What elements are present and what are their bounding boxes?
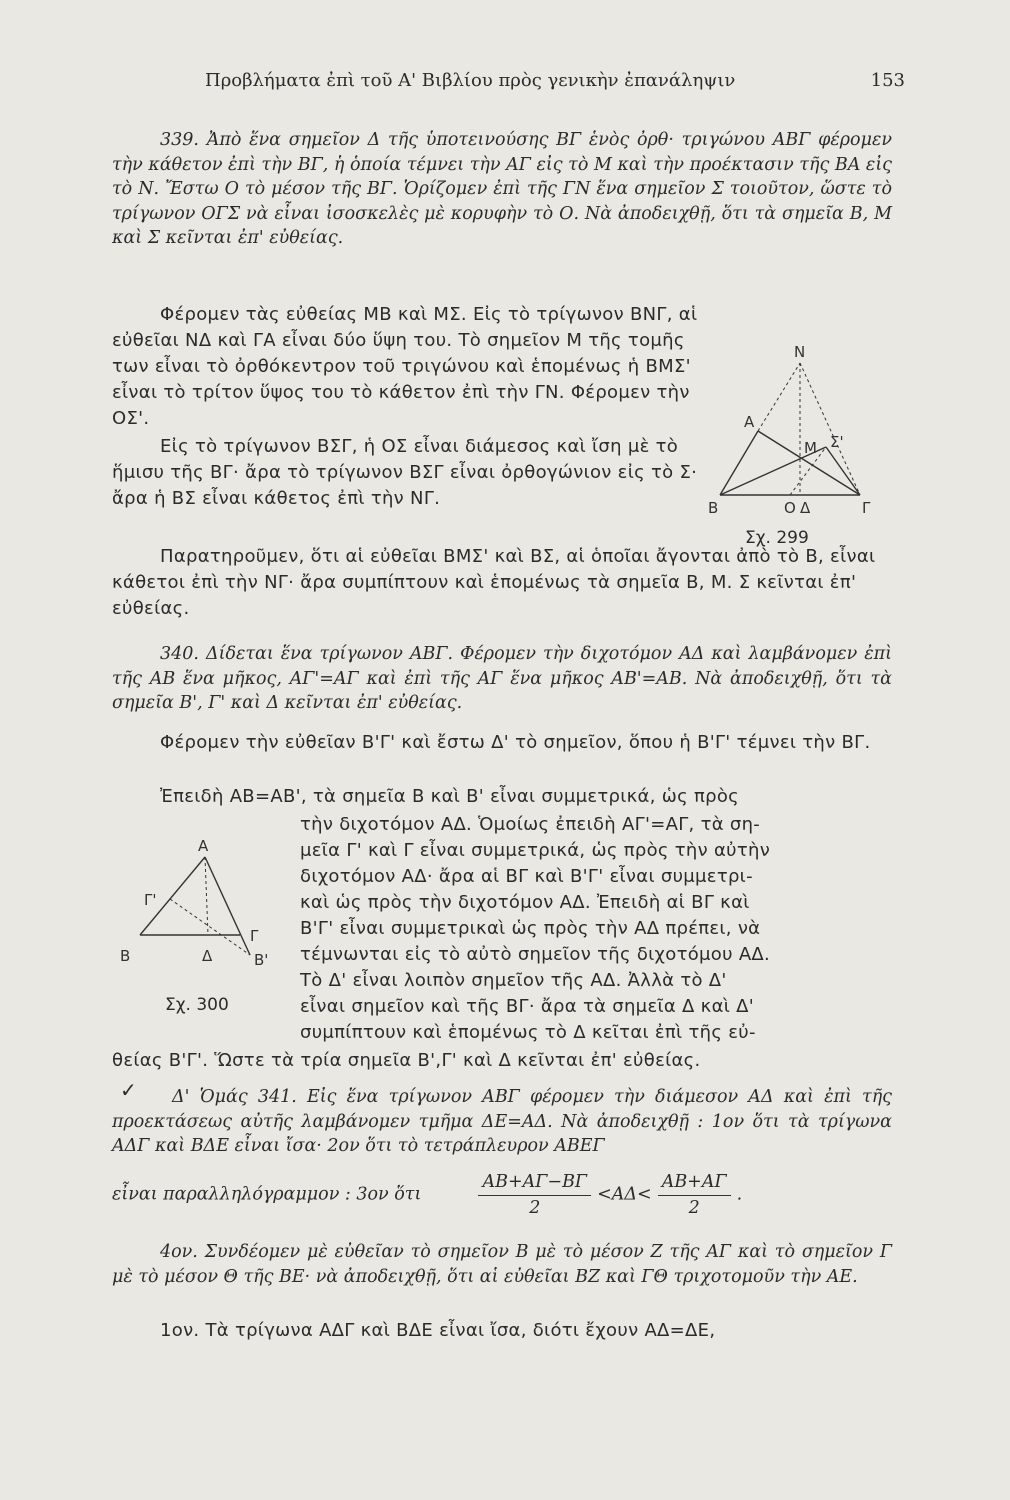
fig299-label-S: Σ' [830, 433, 844, 451]
line: τὴν διχοτόμον ΑΔ. Ὁμοίως ἐπειδὴ ΑΓ'=ΑΓ, τὰ ση- [300, 814, 761, 835]
fig300-label-A: Α [198, 837, 209, 855]
fig299-line-BA [720, 431, 758, 495]
problem-340-solution-2-top: Ἐπειδὴ ΑΒ=ΑΒ', τὰ σημεῖα Β καὶ Β' εἶναι συμμετρικά, ὡς πρὸς [160, 786, 740, 807]
line: διχοτόμον ΑΔ· ἄρα αἱ ΒΓ καὶ Β'Γ' εἶναι συμμετρι- [300, 866, 753, 887]
line: Β'Γ' εἶναι συμμετρικαὶ ὡς πρὸς τὴν ΑΔ πρέπει, νὰ [300, 918, 761, 939]
fig299-line-SG [826, 447, 860, 495]
fig299-label-A: Α [744, 413, 755, 431]
problem-339-number: 339. [160, 130, 199, 150]
problem-341-inequality: εἶναι παραλληλόγραμμον : 3ον ὅτι $\frac{AB+A\Gamma-B\Gamma}{2}$ <ΑΔ< $\frac{AB+A\Gamma}{2}$ . [112, 1170, 892, 1220]
problem-339-solution-2: Εἰς τὸ τρίγωνον ΒΣΓ, ἡ ΟΣ εἶναι διάμεσος καὶ ἴση μὲ τὸ ἥμισυ τῆς ΒΓ· ἄρα τὸ τρίγωνον ΒΣΓ εἶναι ὀρθογώνιον εἰς τὸ Σ· ἄρα ἡ ΒΣ εἶναι κάθετος ἐπὶ τὴν ΝΓ. [112, 436, 698, 509]
line: τέμνωνται εἰς τὸ αὐτὸ σημεῖον τῆς διχοτόμου ΑΔ. [300, 944, 771, 965]
group-label: Δ' Ὁμάς [172, 1087, 248, 1107]
line: καὶ ὡς πρὸς τὴν διχοτόμον ΑΔ. Ἐπειδὴ αἱ ΒΓ καὶ [300, 892, 750, 913]
fraction-1: $\frac{AB+A\Gamma-B\Gamma}{2}$ [478, 1170, 591, 1220]
fig299-label-N: Ν [794, 343, 806, 361]
inequality-middle: <ΑΔ< [597, 1184, 652, 1205]
figure-300 [110, 835, 280, 985]
fig300-line-AB1 [205, 857, 250, 955]
fig299-line-NG [800, 363, 860, 495]
fig299-label-B: Β [708, 499, 719, 517]
fig299-label-M: Μ [804, 439, 817, 457]
fig300-label-G1: Γ' [144, 891, 157, 909]
problem-340-solution-1: Φέρομεν τὴν εὐθεῖαν Β'Γ' καὶ ἔστω Δ' τὸ σημεῖον, ὅπου ἡ Β'Γ' τέμνει τὴν ΒΓ. [160, 732, 871, 753]
line: μεῖα Γ' καὶ Γ εἶναι συμμετρικά, ὡς πρὸς τὴν αὐτὴν [300, 840, 771, 861]
fig299-label-G: Γ [862, 499, 871, 517]
line: Τὸ Δ' εἶναι λοιπὸν σημεῖον τῆς ΑΔ. Ἀλλὰ τὸ Δ' [300, 970, 727, 991]
figure-299 [700, 335, 880, 525]
problem-339-statement: 339. Ἀπὸ ἕνα σημεῖον Δ τῆς ὑποτεινούσης ΒΓ ἑνὸς ὀρθ· τριγώνου ΑΒΓ φέρομεν τὴν κάθετον ἐπὶ τὴν ΒΓ, ἡ ὁποία τέμνει τὴν ΑΓ εἰς τὸ Μ καὶ τὴν προέκτασιν τῆς ΒΑ εἰς τὸ Ν. Ἔστω Ο τὸ μέσον τῆς ΒΓ. Ὁρίζομεν ἐπὶ τῆς ΓΝ ἕνα σημεῖον Σ τοιοῦτον, ὥστε τὸ τρίγωνον ΟΓΣ νὰ εἶναι ἰσοσκελὲς μὲ κορυφὴν τὸ Ο. Νὰ ἀποδειχθῇ, ὅτι τὰ σημεῖα Β, Μ καὶ Σ κεῖνται ἐπ' εὐθείας. [112, 130, 892, 248]
problem-341-statement: Δ' Ὁμάς 341. Εἰς ἕνα τρίγωνον ΑΒΓ φέρομεν τὴν διάμεσον ΑΔ καὶ ἐπὶ τῆς προεκτάσεως αὐτῆς λαμβάνομεν τμῆμα ΔΕ=ΑΔ. Νὰ ἀποδειχθῇ : 1ον ὅτι τὰ τρίγωνα ΑΔΓ καὶ ΒΔΕ εἶναι ἴσα· 2ον ὅτι τὸ τετράπλευρον ΑΒΕΓ [112, 1087, 892, 1156]
fig299-label-D: Δ [800, 499, 811, 517]
fig300-label-B: Β [120, 947, 131, 965]
fig300-label-B1: Β' [254, 951, 269, 969]
line: συμπίπτουν καὶ ἑπομένως τὸ Δ κεῖται ἐπὶ τῆς εὐ- [300, 1022, 756, 1043]
problem-339-solution-1: Φέρομεν τὰς εὐθείας ΜΒ καὶ ΜΣ. Εἰς τὸ τρίγωνον ΒΝΓ, αἱ εὐθεῖαι ΝΔ καὶ ΓΑ εἶναι δύο ὕψη του. Τὸ σημεῖον Μ τῆς τομῆς των εἶναι τὸ ὀρθόκεντρον τοῦ τριγώνου καὶ ἑπομένως ἡ ΒΜΣ' εἶναι τὸ τρίτον ὕψος του τὸ κάθετον ἐπὶ τὴν ΓΝ. Φέρομεν τὴν ΟΣ'. [112, 304, 698, 429]
fig299-line-AN [758, 363, 800, 431]
fig299-label-O: Ο [784, 499, 796, 517]
running-header [205, 70, 905, 91]
problem-341-solution-1: 1ον. Τὰ τρίγωνα ΑΔΓ καὶ ΒΔΕ εἶναι ἴσα, διότι ἔχουν ΑΔ=ΔΕ, [160, 1320, 716, 1341]
problem-340-solution-2-column [300, 812, 900, 1046]
problem-341-number: 341. [257, 1087, 297, 1107]
fig300-label-D: Δ [202, 947, 213, 965]
problem-340-number: 340. [160, 644, 199, 664]
running-title: Προβλήματα ἐπὶ τοῦ Α' Βιβλίου πρὸς γενικὴν ἐπανάληψιν [205, 70, 736, 91]
figure-299-caption: Σχ. 299 [745, 528, 809, 548]
line: εἶναι σημεῖον καὶ τῆς ΒΓ· ἄρα τὰ σημεῖα Δ καὶ Δ' [300, 996, 755, 1017]
problem-339-solution-3: Παρατηροῦμεν, ὅτι αἱ εὐθεῖαι ΒΜΣ' καὶ ΒΣ, αἱ ὁποῖαι ἄγονται ἀπὸ τὸ Β, εἶναι κάθετοι ἐπὶ τὴν ΝΓ· ἄρα συμπίπτουν καὶ ἑπομένως τὰ σημεῖα Β, Μ. Σ κεῖνται ἐπ' εὐθείας. [112, 546, 876, 619]
problem-340-solution-2-end: θείας Β'Γ'. Ὥστε τὰ τρία σημεῖα Β',Γ' καὶ Δ κεῖνται ἐπ' εὐθείας. [112, 1050, 701, 1071]
problem-340-statement: 340. Δίδεται ἕνα τρίγωνον ΑΒΓ. Φέρομεν τὴν διχοτόμον ΑΔ καὶ λαμβάνομεν ἐπὶ τῆς ΑΒ ἕνα μῆκος, ΑΓ'=ΑΓ καὶ ἐπὶ τῆς ΑΓ ἕνα μῆκος ΑΒ'=ΑΒ. Νὰ ἀποδειχθῇ, ὅτι τὰ σημεῖα Β', Γ' καὶ Δ κεῖνται ἐπ' εὐθείας. [112, 644, 892, 713]
margin-check-mark: ✓ [120, 1078, 137, 1102]
problem-341-part-4: 4ον. Συνδέομεν μὲ εὐθεῖαν τὸ σημεῖον Β μὲ τὸ μέσον Ζ τῆς ΑΓ καὶ τὸ σημεῖον Γ μὲ τὸ μέσον Θ τῆς ΒΕ· νὰ ἀποδειχθῇ, ὅτι αἱ εὐθεῖαι ΒΖ καὶ ΓΘ τριχοτομοῦν τὴν ΑΕ. [112, 1242, 892, 1287]
fig300-label-G: Γ [250, 927, 259, 945]
page-number: 153 [870, 70, 905, 91]
fraction-2: $\frac{AB+A\Gamma}{2}$ [658, 1170, 731, 1220]
figure-300-caption: Σχ. 300 [165, 995, 229, 1015]
